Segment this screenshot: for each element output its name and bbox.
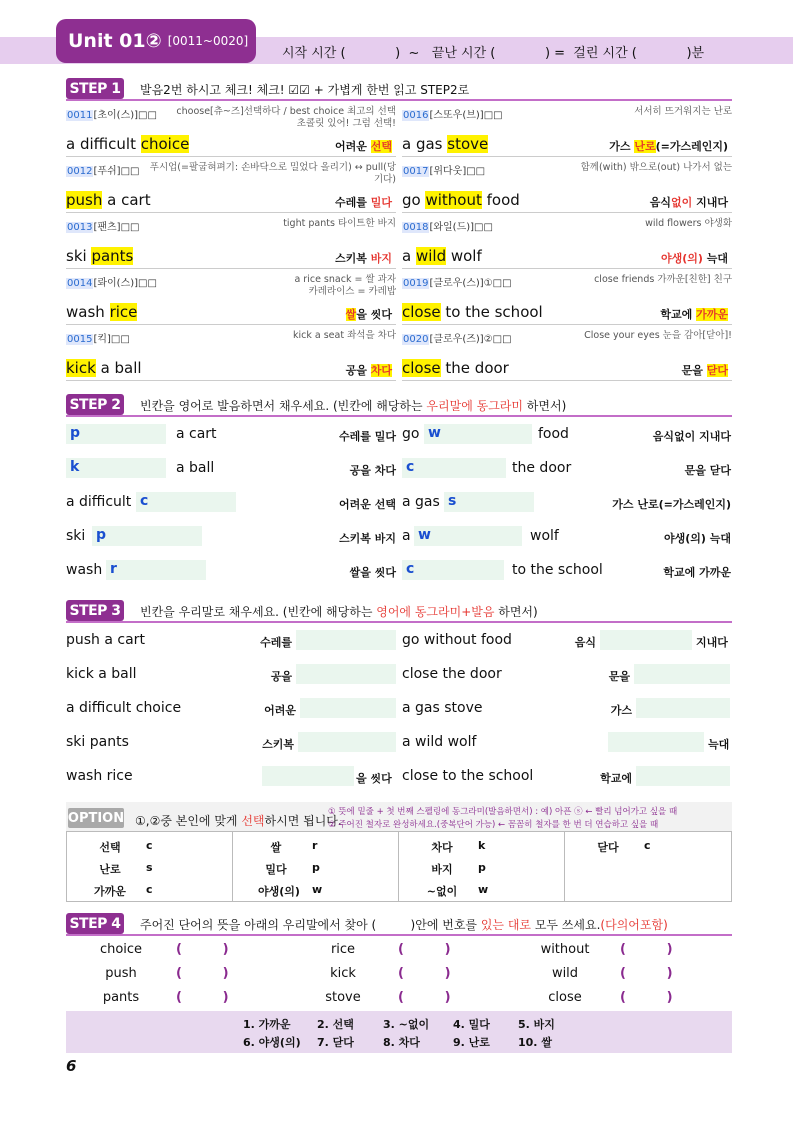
step1-cell bbox=[402, 159, 732, 213]
entry-number: 0018 bbox=[403, 222, 429, 233]
pronunciation-text: [킥]□□ bbox=[93, 334, 130, 345]
option-word: ~없이 bbox=[426, 885, 458, 898]
example-text bbox=[482, 330, 732, 342]
korean-hint: 음식 bbox=[574, 636, 596, 649]
meaning-key: 없이 bbox=[671, 196, 693, 209]
pronunciation bbox=[402, 218, 493, 233]
korean-meaning: 어려운 선택 bbox=[339, 498, 396, 511]
korean-meaning: 수레를 밀다 bbox=[339, 430, 396, 443]
phrase-before: a gas bbox=[402, 135, 448, 153]
blank-field[interactable] bbox=[66, 458, 166, 478]
entry-number: 0013 bbox=[67, 222, 93, 233]
blank-field[interactable] bbox=[444, 492, 534, 512]
step3-rule bbox=[66, 621, 732, 623]
entry-number: 0012 bbox=[67, 166, 93, 177]
vocab-word: stove bbox=[325, 990, 361, 1005]
answer-choice: 10. 쌀 bbox=[518, 1036, 552, 1049]
answer-field[interactable] bbox=[296, 664, 396, 684]
target-word: wild bbox=[415, 247, 447, 265]
option-divider bbox=[564, 832, 565, 902]
meaning-after: 늑대 bbox=[702, 252, 728, 265]
example-line-1: 서서히 뜨거워지는 난로 bbox=[634, 106, 732, 117]
phrase-after: a cart bbox=[102, 191, 151, 209]
pronunciation-text: [클로우(스)]①□□ bbox=[429, 278, 512, 289]
korean-hint: 을 씻다 bbox=[356, 772, 392, 785]
target-word: stove bbox=[447, 135, 489, 153]
option-letter: c bbox=[146, 883, 153, 896]
answer-field[interactable] bbox=[262, 766, 354, 786]
meaning-before: 어려운 bbox=[335, 140, 371, 153]
phrase-before: a difficult bbox=[66, 135, 141, 153]
pronunciation bbox=[66, 106, 157, 121]
vocab-word: pants bbox=[102, 990, 140, 1005]
phrase-after: to the school bbox=[440, 303, 543, 321]
meaning-before: 스키복 bbox=[335, 252, 371, 265]
entry-number: 0017 bbox=[403, 166, 429, 177]
step4-badge: STEP 4 bbox=[66, 913, 124, 934]
answer-blank[interactable]: ( ) bbox=[176, 942, 229, 957]
english-phrase: ski pants bbox=[66, 734, 129, 750]
blank-field[interactable] bbox=[66, 424, 166, 444]
korean-meaning bbox=[609, 138, 728, 154]
pronunciation-text: [와일(드)]□□ bbox=[429, 222, 493, 233]
step1-cell bbox=[402, 103, 732, 157]
option-letter: p bbox=[312, 861, 320, 874]
example-text bbox=[482, 162, 732, 174]
entry-number: 0011 bbox=[67, 110, 93, 121]
example-line-2: 초콜릿 있어! 그럼 선택! bbox=[296, 118, 396, 129]
target-word: close bbox=[402, 359, 441, 377]
step3-instruction: 빈칸을 우리말로 채우세요. (빈칸에 해당하는 영어에 동그라미+발음 하면서) bbox=[140, 605, 538, 619]
answer-choice: 1. 가까운 bbox=[243, 1018, 291, 1031]
korean-hint: 가스 bbox=[610, 704, 632, 717]
answer-choice: 4. 밀다 bbox=[453, 1018, 490, 1031]
meaning-before: 가스 bbox=[609, 140, 635, 153]
example-line-1: close friends 가까운[친한] 친구 bbox=[594, 274, 732, 285]
korean-meaning bbox=[660, 306, 728, 322]
unit-badge bbox=[56, 19, 256, 63]
option-note-1: ① 뜻에 밑줄 + 첫 번째 스펠링에 동그라미(발음하면서) : 예) 아픈 ⓢ ← 빨리 넘어가고 싶을 때 bbox=[328, 807, 678, 817]
step1-cell bbox=[66, 271, 396, 325]
blank-field[interactable] bbox=[414, 526, 522, 546]
meaning-key: 밀다 bbox=[370, 196, 392, 209]
korean-meaning: 야생(의) 늑대 bbox=[663, 532, 731, 545]
blank-field[interactable] bbox=[136, 492, 236, 512]
vocab-word: wild bbox=[551, 966, 579, 981]
example-text bbox=[146, 106, 396, 130]
entry-number: 0020 bbox=[403, 334, 429, 345]
vocab-word: close bbox=[548, 990, 582, 1005]
example-line-1: 푸시업(=팔굽혀펴기: 손바닥으로 밀었다 올리기) ↔ pull(당기다) bbox=[149, 162, 396, 185]
entry-number: 0016 bbox=[403, 110, 429, 121]
example-text bbox=[146, 330, 396, 342]
option-note-2: ② 주어진 철자로 완성하세요.(중복단어 가능) ← 꼼꼼히 철자를 한 번 더 연습하고 싶을 때 bbox=[328, 820, 659, 830]
option-word: 차다 bbox=[431, 841, 453, 854]
korean-hint: 스키복 bbox=[262, 738, 294, 751]
answer-field[interactable] bbox=[636, 698, 730, 718]
pronunciation-text: [위다웃]□□ bbox=[429, 166, 486, 177]
meaning-after: (=가스레인지) bbox=[655, 140, 728, 153]
english-phrase bbox=[66, 135, 189, 153]
answer-field[interactable] bbox=[634, 664, 730, 684]
example-text bbox=[146, 162, 396, 186]
target-word: pants bbox=[91, 247, 134, 265]
phrase-prefix: ski bbox=[66, 528, 86, 544]
korean-meaning bbox=[661, 250, 728, 266]
answer-field[interactable] bbox=[636, 766, 730, 786]
meaning-key: 바지 bbox=[370, 252, 392, 265]
step1-instruction: 발음2번 하시고 체크! 체크! ☑☑ + 가볍게 한번 읽고 STEP2로 bbox=[140, 83, 470, 97]
example-line-1: Close your eyes 눈을 감아[닫아]! bbox=[584, 330, 732, 341]
unit-title: Unit 01② bbox=[68, 30, 162, 52]
korean-meaning bbox=[650, 194, 728, 210]
korean-meaning: 공을 차다 bbox=[349, 464, 396, 477]
phrase-prefix: a difficult bbox=[66, 494, 132, 510]
korean-meaning: 문을 닫다 bbox=[684, 464, 731, 477]
answer-choice: 8. 차다 bbox=[383, 1036, 420, 1049]
korean-meaning bbox=[346, 306, 392, 322]
pronunciation bbox=[66, 274, 157, 289]
target-word: rice bbox=[109, 303, 138, 321]
example-text bbox=[482, 106, 732, 118]
phrase-suffix: the door bbox=[512, 460, 572, 476]
korean-meaning bbox=[346, 362, 392, 378]
english-phrase bbox=[402, 135, 488, 153]
option-word: 닫다 bbox=[597, 841, 619, 854]
phrase-prefix: a gas bbox=[402, 494, 440, 510]
english-phrase: close the door bbox=[402, 666, 502, 682]
option-letter: c bbox=[146, 839, 153, 852]
step3-badge: STEP 3 bbox=[66, 600, 124, 621]
entry-number: 0015 bbox=[67, 334, 93, 345]
answer-field[interactable] bbox=[298, 732, 396, 752]
example-line-1: kick a seat 좌석을 차다 bbox=[293, 330, 396, 341]
answer-blank[interactable]: ( ) bbox=[620, 942, 673, 957]
answer-choice: 9. 난로 bbox=[453, 1036, 490, 1049]
korean-meaning bbox=[335, 194, 392, 210]
phrase-suffix: a cart bbox=[176, 426, 217, 442]
hint-letter: s bbox=[448, 493, 457, 509]
example-line-2: 카레라이스 = 카레밥 bbox=[308, 286, 396, 297]
korean-hint: 수레를 bbox=[260, 636, 292, 649]
step1-cell bbox=[402, 271, 732, 325]
english-phrase: a wild wolf bbox=[402, 734, 477, 750]
pronunciation-text: [롸이(스)]□□ bbox=[93, 278, 157, 289]
answer-blank[interactable]: ( ) bbox=[398, 966, 451, 981]
korean-meaning bbox=[682, 362, 728, 378]
korean-meaning: 가스 난로(=가스레인지) bbox=[612, 498, 731, 511]
option-word: 가까운 bbox=[94, 885, 126, 898]
option-letter: k bbox=[478, 839, 486, 852]
step1-rule bbox=[66, 99, 732, 101]
meaning-key: 차다 bbox=[370, 364, 392, 377]
answer-field[interactable] bbox=[300, 698, 396, 718]
target-word: choice bbox=[140, 135, 190, 153]
english-phrase: go without food bbox=[402, 632, 512, 648]
target-word: without bbox=[425, 191, 482, 209]
answer-field[interactable] bbox=[600, 630, 692, 650]
blank-field[interactable] bbox=[106, 560, 206, 580]
korean-hint: 어려운 bbox=[264, 704, 296, 717]
meaning-key: 야생(의) bbox=[660, 252, 703, 265]
example-line-1: a rice snack = 쌀 과자 bbox=[294, 274, 396, 285]
example-text bbox=[146, 218, 396, 230]
english-phrase: kick a ball bbox=[66, 666, 137, 682]
pronunciation-text: [클로우(즈)]②□□ bbox=[429, 334, 512, 345]
meaning-before: 수레를 bbox=[335, 196, 371, 209]
step2-instruction: 빈칸을 영어로 발음하면서 채우세요. (빈칸에 해당하는 우리말에 동그라미 하면서) bbox=[140, 399, 567, 413]
option-letter: c bbox=[644, 839, 651, 852]
answer-blank[interactable]: ( ) bbox=[176, 966, 229, 981]
phrase-after: wolf bbox=[446, 247, 482, 265]
option-letter: r bbox=[312, 839, 318, 852]
english-phrase: wash rice bbox=[66, 768, 133, 784]
blank-field[interactable] bbox=[402, 560, 504, 580]
hint-letter: r bbox=[110, 561, 117, 577]
hint-letter: k bbox=[70, 459, 80, 475]
english-phrase: a difficult choice bbox=[66, 700, 182, 716]
pronunciation-text: [초이(스)]□□ bbox=[93, 110, 157, 121]
option-word: 난로 bbox=[99, 863, 121, 876]
step1-cell bbox=[66, 159, 396, 213]
time-record: 시작 시간 ( ) ~ 끝난 시간 ( ) = 걸린 시간 ( )분 bbox=[282, 46, 705, 61]
example-line-1: wild flowers 야생화 bbox=[645, 218, 732, 229]
option-word: 쌀 bbox=[270, 841, 282, 854]
korean-hint: 학교에 bbox=[600, 772, 632, 785]
meaning-key: 쌀 bbox=[345, 308, 357, 321]
answer-blank[interactable]: ( ) bbox=[620, 990, 673, 1005]
blank-field[interactable] bbox=[402, 458, 506, 478]
phrase-before: a bbox=[402, 247, 416, 265]
phrase-suffix: food bbox=[538, 426, 569, 442]
phrase-before: ski bbox=[66, 247, 92, 265]
meaning-key: 닫다 bbox=[706, 364, 728, 377]
vocab-word: without bbox=[540, 942, 590, 957]
vocab-word: kick bbox=[330, 966, 356, 981]
meaning-before: 음식 bbox=[649, 196, 672, 209]
phrase-after: the door bbox=[440, 359, 509, 377]
example-text bbox=[146, 274, 396, 298]
phrase-prefix: a bbox=[402, 528, 411, 544]
english-phrase: a gas stove bbox=[402, 700, 483, 716]
answer-blank[interactable]: ( ) bbox=[176, 990, 229, 1005]
step1-cell bbox=[402, 215, 732, 269]
answer-blank[interactable]: ( ) bbox=[620, 966, 673, 981]
answer-choice: 7. 닫다 bbox=[317, 1036, 354, 1049]
pronunciation-text: [스또우(브)]□□ bbox=[429, 110, 503, 121]
meaning-key: 가까운 bbox=[696, 308, 728, 321]
english-phrase bbox=[402, 359, 509, 377]
example-line-1: 함께(with) 밖으로(out) 나가서 없는 bbox=[580, 162, 732, 173]
korean-meaning bbox=[335, 138, 392, 154]
option-word: 야생(의) bbox=[258, 885, 300, 898]
step2-badge: STEP 2 bbox=[66, 394, 124, 415]
korean-hint: 지내다 bbox=[696, 636, 728, 649]
pronunciation bbox=[66, 162, 139, 177]
option-badge: OPTION bbox=[68, 808, 124, 828]
meaning-before: 학교에 bbox=[660, 308, 697, 321]
option-word: 선택 bbox=[99, 841, 121, 854]
unit-range: [0011~0020] bbox=[167, 34, 249, 48]
vocab-word: push bbox=[105, 966, 137, 981]
hint-letter: c bbox=[406, 561, 415, 577]
step1-cell bbox=[402, 327, 732, 381]
phrase-before: go bbox=[402, 191, 426, 209]
hint-letter: c bbox=[406, 459, 415, 475]
answer-choice: 5. 바지 bbox=[518, 1018, 555, 1031]
option-word: 바지 bbox=[431, 863, 453, 876]
entry-number: 0014 bbox=[67, 278, 93, 289]
answer-choice: 2. 선택 bbox=[317, 1018, 354, 1031]
answer-choice: 6. 야생(의) bbox=[243, 1036, 301, 1049]
hint-letter: c bbox=[140, 493, 149, 509]
target-word: kick bbox=[66, 359, 96, 377]
meaning-key: 선택 bbox=[370, 140, 392, 153]
example-line-1: tight pants 타이트한 바지 bbox=[283, 218, 396, 229]
english-phrase bbox=[66, 191, 151, 209]
step4-rule bbox=[66, 934, 732, 936]
meaning-after: 을 씻다 bbox=[356, 308, 392, 321]
step2-rule bbox=[66, 415, 732, 417]
answer-field[interactable] bbox=[608, 732, 704, 752]
step1-cell bbox=[66, 327, 396, 381]
korean-meaning bbox=[335, 250, 392, 266]
english-phrase bbox=[66, 303, 137, 321]
english-phrase: push a cart bbox=[66, 632, 145, 648]
answer-field[interactable] bbox=[296, 630, 396, 650]
option-word: 밀다 bbox=[265, 863, 287, 876]
hint-letter: w bbox=[428, 425, 441, 441]
pronunciation bbox=[66, 330, 130, 345]
phrase-suffix: wolf bbox=[530, 528, 559, 544]
entry-number: 0019 bbox=[403, 278, 429, 289]
option-description: ①,②중 본인에 맞게 선택하시면 됩니다. bbox=[135, 814, 342, 828]
example-text bbox=[482, 274, 732, 286]
option-letter: p bbox=[478, 861, 486, 874]
korean-meaning: 스키복 바지 bbox=[339, 532, 396, 545]
pronunciation bbox=[66, 218, 139, 233]
option-letter: w bbox=[478, 883, 489, 896]
page-number: 6 bbox=[66, 1057, 77, 1075]
answer-choice: 3. ~없이 bbox=[383, 1018, 430, 1031]
english-phrase bbox=[402, 191, 520, 209]
phrase-after: a ball bbox=[95, 359, 142, 377]
korean-hint: 공을 bbox=[270, 670, 292, 683]
meaning-before: 문을 bbox=[681, 364, 707, 377]
target-word: close bbox=[402, 303, 441, 321]
english-phrase bbox=[402, 247, 482, 265]
korean-meaning: 쌀을 씻다 bbox=[349, 566, 396, 579]
step4-instruction: 주어진 단어의 뜻을 아래의 우리말에서 찾아 ( )안에 번호를 있는 대로 모두 쓰세요.(다의어포함) bbox=[140, 918, 668, 932]
hint-letter: p bbox=[70, 425, 81, 441]
hint-letter: w bbox=[418, 527, 431, 543]
target-word: push bbox=[66, 191, 103, 209]
pronunciation bbox=[402, 162, 485, 177]
korean-hint: 문을 bbox=[608, 670, 630, 683]
example-text bbox=[482, 218, 732, 230]
pronunciation-text: [푸쉬]□□ bbox=[93, 166, 140, 177]
phrase-prefix: wash bbox=[66, 562, 103, 578]
english-phrase bbox=[66, 247, 133, 265]
answer-blank[interactable]: ( ) bbox=[398, 942, 451, 957]
korean-hint: 늑대 bbox=[708, 738, 730, 751]
phrase-suffix: to the school bbox=[512, 562, 603, 578]
blank-field[interactable] bbox=[92, 526, 202, 546]
phrase-before: wash bbox=[66, 303, 110, 321]
answer-blank[interactable]: ( ) bbox=[398, 990, 451, 1005]
meaning-key: 난로 bbox=[634, 140, 656, 153]
step1-badge: STEP 1 bbox=[66, 78, 124, 99]
english-phrase bbox=[402, 303, 543, 321]
english-phrase: close to the school bbox=[402, 768, 534, 784]
option-letter: w bbox=[312, 883, 323, 896]
english-phrase bbox=[66, 359, 142, 377]
phrase-after: food bbox=[481, 191, 520, 209]
option-letter: s bbox=[146, 861, 153, 874]
blank-field[interactable] bbox=[424, 424, 532, 444]
option-divider bbox=[232, 832, 233, 902]
meaning-after: 지내다 bbox=[692, 196, 728, 209]
example-line-1: choose[츄~즈]선택하다 / best choice 최고의 선택 bbox=[176, 106, 396, 117]
step1-cell bbox=[66, 215, 396, 269]
korean-meaning: 음식없이 지내다 bbox=[652, 430, 731, 443]
korean-meaning: 학교에 가까운 bbox=[663, 566, 731, 579]
step1-cell bbox=[66, 103, 396, 157]
option-divider bbox=[398, 832, 399, 902]
vocab-word: choice bbox=[99, 942, 143, 957]
phrase-prefix: go bbox=[402, 426, 420, 442]
pronunciation-text: [팬츠]□□ bbox=[93, 222, 140, 233]
meaning-before: 공을 bbox=[345, 364, 371, 377]
vocab-word: rice bbox=[330, 942, 356, 957]
hint-letter: p bbox=[96, 527, 107, 543]
phrase-suffix: a ball bbox=[176, 460, 215, 476]
